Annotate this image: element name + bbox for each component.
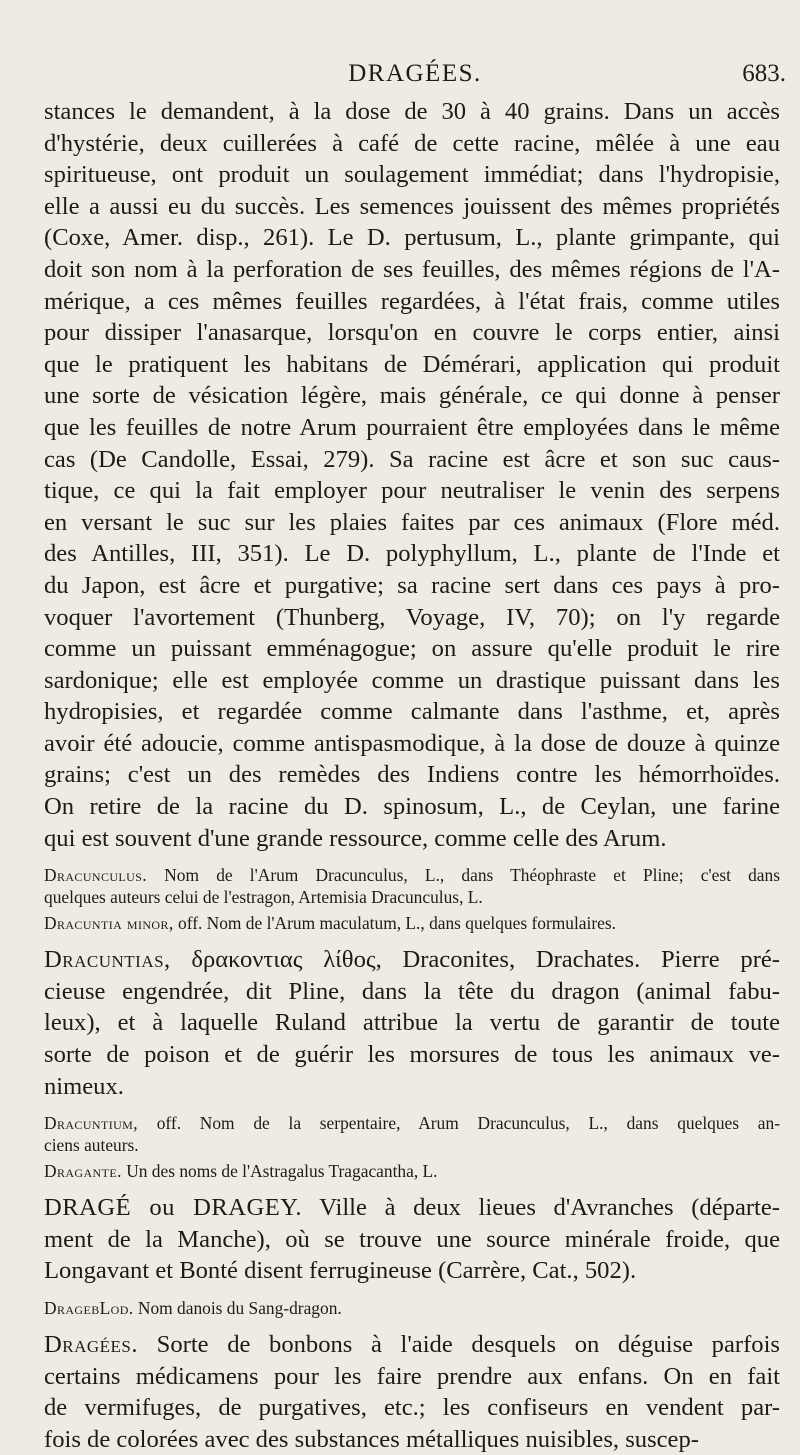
text-line: [44, 728, 780, 760]
text-line: [44, 1134, 780, 1156]
text-line: [44, 128, 780, 160]
entry-spacer: [44, 1182, 780, 1192]
line-text: de vermifuges, de purgatives, etc.; les confiseurs en vendent par-: [44, 1394, 780, 1422]
line-text: sardonique; elle est employée comme un drastique puissant dans les: [44, 666, 780, 694]
text-line: [44, 349, 780, 381]
entry-headword: Dragées.: [44, 1331, 139, 1358]
text-line: [44, 1039, 780, 1071]
note-entry: [44, 1297, 780, 1319]
line-text: nimeux.: [44, 1072, 124, 1100]
line-text: une sorte de vésication légère, mais générale, ce qui donne à penser: [44, 382, 780, 410]
line-text: δρακοντιας λίθος, Draconites, Drachates. Pierre pré-: [191, 946, 780, 974]
text-line: [44, 665, 780, 697]
line-text: mérique, a ces mêmes feuilles regardées, à l'état frais, comme utiles: [44, 287, 780, 315]
line-text: tique, ce qui la fait employer pour neutraliser le venin des serpens: [44, 477, 780, 505]
note-entry: [44, 912, 780, 934]
text-line: [44, 1112, 780, 1134]
dictionary-entry: [44, 1329, 780, 1455]
text-line: [44, 538, 780, 570]
text-line: [44, 976, 780, 1008]
text-line: [44, 1007, 780, 1039]
line-text: cas (De Candolle, Essai, 279). Sa racine est âcre et son suc caus-: [44, 445, 780, 473]
text-line: [44, 444, 780, 476]
text-line: [44, 633, 780, 665]
text-line: [44, 507, 780, 539]
text-line: [44, 475, 780, 507]
text-line: [44, 823, 780, 855]
entry-headword: Dragante.: [44, 1161, 122, 1182]
entry-spacer: [44, 1319, 780, 1329]
line-text: Ville à deux lieues d'Avranches (départe-: [319, 1194, 780, 1222]
entry-headword: Dracuntium,: [44, 1113, 138, 1134]
line-text: On retire de la racine du D. spinosum, L., de Ceylan, une farine: [44, 793, 780, 821]
line-text: comme un puissant emménagogue; on assure qu'elle produit le rire: [44, 635, 780, 663]
line-text: Sorte de bonbons à l'aide desquels on déguise parfois: [156, 1331, 780, 1358]
line-text: en versant le suc sur les plaies faites par ces animaux (Flore méd.: [44, 508, 780, 536]
line-text: ciens auteurs.: [44, 1135, 139, 1156]
line-text: off. Nom de l'Arum maculatum, L., dans quelques formulaires.: [178, 913, 616, 934]
entry-headword: Dracuntia minor,: [44, 913, 174, 934]
text-line: [44, 602, 780, 634]
text-line: [44, 254, 780, 286]
entry-headword: Dracunculus.: [44, 865, 148, 886]
line-text: spiritueuse, ont produit un soulagement immédiat; dans l'hydropisie,: [44, 161, 780, 189]
line-text: (Coxe, Amer. disp., 261). Le D. pertusum, L., plante grimpante, qui: [44, 224, 780, 252]
dictionary-entry: [44, 96, 780, 854]
text-line: [44, 696, 780, 728]
text-line: [44, 791, 780, 823]
dictionary-entry: [44, 944, 780, 1102]
text-line: [44, 1192, 780, 1224]
line-text: cieuse engendrée, dit Pline, dans la tête du dragon (animal fabu-: [44, 977, 780, 1005]
entry-spacer: [44, 854, 780, 864]
line-text: des Antilles, III, 351). Le D. polyphyllum, L., plante de l'Inde et: [44, 540, 780, 568]
text-line: [44, 380, 780, 412]
line-text: Nom de l'Arum Dracunculus, L., dans Théophraste et Pline; c'est dans: [164, 865, 780, 886]
text-line: [44, 1424, 780, 1455]
line-text: avoir été adoucie, comme antispasmodique, à la dose de douze à quinze: [44, 729, 780, 757]
text-line: [44, 1224, 780, 1256]
line-text: ment de la Manche), où se trouve une source minérale froide, que: [44, 1225, 780, 1253]
dictionary-entry: [44, 1192, 780, 1287]
page-body: [44, 96, 780, 1455]
entry-spacer: [44, 1287, 780, 1297]
text-line: [44, 96, 780, 128]
line-text: quelques auteurs celui de l'estragon, Artemisia Dracunculus, L.: [44, 887, 483, 908]
text-line: [44, 1361, 780, 1393]
line-text: sorte de poison et de guérir les morsures de tous les animaux ve-: [44, 1041, 780, 1069]
line-text: grains; c'est un des remèdes des Indiens contre les hémorrhoïdes.: [44, 761, 780, 789]
text-line: [44, 864, 780, 886]
text-line: [44, 759, 780, 791]
line-text: qui est souvent d'une grande ressource, comme celle des Arum.: [44, 824, 667, 852]
line-text: Longavant et Bonté disent ferrugineuse (Carrère, Cat., 502).: [44, 1257, 637, 1285]
line-text: que le pratiquent les habitans de Démérari, application qui produit: [44, 350, 780, 378]
line-text: certains médicamens pour les faire prendre aux enfans. On en fait: [44, 1362, 780, 1390]
line-text: doit son nom à la perforation de ses feuilles, des mêmes régions de l'A-: [44, 255, 780, 283]
line-text: elle a aussi eu du succès. Les semences jouissent des mêmes propriétés: [44, 192, 780, 220]
text-line: [44, 286, 780, 318]
line-text: du Japon, est âcre et purgative; sa racine sert dans ces pays à pro-: [44, 571, 780, 599]
entry-spacer: [44, 1102, 780, 1112]
text-line: [44, 1255, 780, 1287]
text-line: [44, 159, 780, 191]
note-entry: [44, 1112, 780, 1156]
line-text: voquer l'avortement (Thunberg, Voyage, IV, 70); on l'y regarde: [44, 603, 780, 631]
text-line: [44, 222, 780, 254]
text-line: [44, 1329, 780, 1361]
text-line: [44, 570, 780, 602]
text-line: [44, 317, 780, 349]
line-text: fois de colorées avec des substances métalliques nuisibles, suscep-: [44, 1425, 699, 1453]
line-text: stances le demandent, à la dose de 30 à 40 grains. Dans un accès: [44, 98, 780, 125]
text-line: [44, 1071, 780, 1103]
text-line: [44, 191, 780, 223]
entry-spacer: [44, 934, 780, 944]
text-line: [44, 1392, 780, 1424]
line-text: d'hystérie, deux cuillerées à café de cette racine, mêlée à une eau: [44, 129, 780, 157]
text-line: [44, 412, 780, 444]
text-line: [44, 886, 780, 908]
note-entry: [44, 1160, 780, 1182]
line-text: hydropisies, et regardée comme calmante dans l'asthme, et, après: [44, 698, 780, 726]
line-text: Nom danois du Sang-dragon.: [137, 1298, 342, 1318]
line-text: que les feuilles de notre Arum pourraient être employées dans le même: [44, 413, 780, 441]
note-entry: [44, 864, 780, 908]
text-line: [44, 912, 780, 934]
page-number: 683.: [742, 60, 786, 87]
line-text: off. Nom de la serpentaire, Arum Dracunculus, L., dans quelques an-: [156, 1113, 780, 1134]
text-line: [44, 944, 780, 976]
text-line: [44, 1297, 780, 1319]
line-text: leux), et à laquelle Ruland attribue la vertu de garantir de toute: [44, 1009, 780, 1037]
entry-headword: DragebLod.: [44, 1298, 134, 1318]
entry-headword: Dracuntias,: [44, 946, 171, 974]
line-text: pour dissiper l'anasarque, lorsqu'on en couvre le corps entier, ainsi: [44, 319, 780, 347]
line-text: Un des noms de l'Astragalus Tragacantha, L.: [126, 1161, 438, 1182]
entry-headword: DRAGÉ ou DRAGEY.: [44, 1194, 303, 1222]
text-line: [44, 1160, 780, 1182]
running-title: DRAGÉES.: [348, 60, 482, 87]
page-header: [44, 58, 786, 94]
